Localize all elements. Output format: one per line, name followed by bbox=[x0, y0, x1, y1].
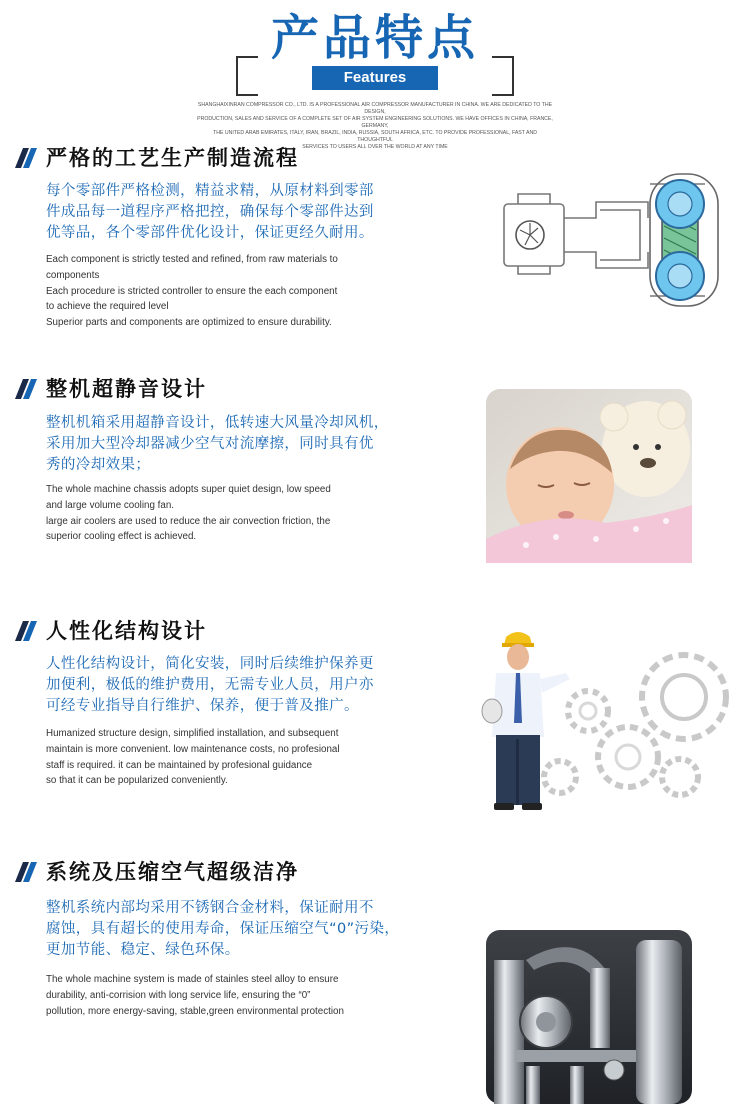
section-title: 系统及压缩空气超级洁净 bbox=[46, 860, 299, 884]
feature-section-clean-air bbox=[0, 858, 750, 1104]
slash-marker-icon bbox=[14, 377, 38, 401]
title-frame-left bbox=[236, 56, 258, 96]
zh-line: 更加节能、稳定、绿色环保。 bbox=[46, 942, 240, 958]
blurb-line: SHANGHAIXINRAN COMPRESSOR CO., LTD. IS A PROFESSIONAL AIR COMPRESSOR MANUFACTURER IN CHINA. WE ARE DEDICATED TO THE DESIGN, bbox=[197, 102, 553, 115]
page-title: 产品特点 bbox=[270, 10, 479, 66]
blurb-line: PRODUCTION, SALES AND SERVICE OF A COMPLETE SET OF AIR SYSTEM ENGINEERING SOLUTIONS. WE HAVE OFFICES IN CHINA, FRANCE, GERMANY, bbox=[197, 116, 553, 129]
zh-line: 加便利，极低的维护费用，无需专业人员，用户亦 bbox=[46, 677, 374, 693]
feature-section-humanized bbox=[0, 617, 750, 827]
section-en-text bbox=[46, 726, 416, 789]
en-line: Superior parts and components are optimized to ensure durability. bbox=[46, 317, 332, 329]
zh-line: 优等品，各个零部件优化设计，保证更经久耐用。 bbox=[46, 225, 374, 241]
feature-section-process bbox=[0, 144, 750, 344]
section-en-text bbox=[46, 972, 416, 1019]
en-line: to achieve the required level bbox=[46, 301, 169, 313]
section-en-text bbox=[46, 252, 416, 331]
zh-line: 整机机箱采用超静音设计，低转速大风量冷却风机， bbox=[46, 415, 389, 431]
zh-line: 整机系统内部均采用不锈钢合金材料，保证耐用不 bbox=[46, 900, 374, 916]
en-line: and large volume cooling fan. bbox=[46, 499, 174, 511]
zh-line: 秀的冷却效果； bbox=[46, 457, 151, 473]
section-zh-text bbox=[46, 654, 424, 717]
blurb-line: SERVICES TO USERS ALL OVER THE WORLD AT ANY TIME bbox=[302, 144, 448, 150]
zh-line: 人性化结构设计，简化安装，同时后续维护保养更 bbox=[46, 656, 374, 672]
engineer-gears-illustration bbox=[470, 627, 748, 827]
section-title: 人性化结构设计 bbox=[46, 619, 207, 643]
page-header bbox=[0, 0, 750, 150]
zh-line: 腐蚀，具有超长的使用寿命，保证压缩空气“0”污染， bbox=[46, 921, 400, 937]
en-line: large air coolers are used to reduce the air convection friction, the bbox=[46, 515, 331, 527]
features-badge: Features bbox=[312, 66, 438, 90]
section-zh-text bbox=[46, 181, 424, 244]
zh-line: 每个零部件严格检测，精益求精，从原材料到零部 bbox=[46, 183, 374, 199]
en-line: The whole machine chassis adopts super quiet design, low speed bbox=[46, 484, 331, 495]
feature-section-silent bbox=[0, 375, 750, 575]
en-line: maintain is more convenient. low maintenance costs, no profesional bbox=[46, 743, 340, 755]
en-line: so that it can be popularized conveniently. bbox=[46, 775, 228, 787]
blurb-line: THE UNITED ARAB EMIRATES, ITALY, IRAN, BRAZIL, INDIA, RUSSIA, SOUTH AFRICA, ETC. TO PROVIDE PROFESSIONAL, FAST AND THOUGHTFUL bbox=[213, 130, 537, 143]
en-line: Each component is strictly tested and refined, from raw materials to bbox=[46, 254, 338, 265]
zh-line: 采用加大型冷却器减少空气对流摩擦，同时具有优 bbox=[46, 436, 374, 452]
zh-line: 件成品每一道程序严格把控，确保每个零部件达到 bbox=[46, 204, 374, 220]
en-line: pollution, more energy-saving, stable,green environmental protection bbox=[46, 1005, 344, 1017]
slash-marker-icon bbox=[14, 860, 38, 884]
zh-line: 可经专业指导自行维护、保养，便于普及推广。 bbox=[46, 698, 359, 714]
section-zh-text bbox=[46, 413, 424, 476]
slash-marker-icon bbox=[14, 146, 38, 170]
title-frame-right bbox=[492, 56, 514, 96]
section-en-text bbox=[46, 482, 416, 545]
en-line: The whole machine system is made of stainles steel alloy to ensure bbox=[46, 974, 339, 985]
en-line: components bbox=[46, 269, 100, 281]
sleeping-baby-photo bbox=[486, 389, 692, 563]
en-line: Humanized structure design, simplified installation, and subsequent bbox=[46, 728, 339, 739]
en-line: durability, anti-corrision with long service life, ensuring the “0” bbox=[46, 989, 311, 1001]
en-line: staff is required. it can be maintained by profesional guidance bbox=[46, 759, 313, 771]
stainless-steel-machinery-photo bbox=[486, 930, 692, 1104]
en-line: superior cooling effect is achieved. bbox=[46, 531, 197, 543]
slash-marker-icon bbox=[14, 619, 38, 643]
compressor-diagram bbox=[500, 170, 726, 310]
section-zh-text bbox=[46, 898, 424, 961]
section-title: 严格的工艺生产制造流程 bbox=[46, 146, 299, 170]
section-title: 整机超静音设计 bbox=[46, 377, 207, 401]
en-line: Each procedure is stricted controller to ensure the each component bbox=[46, 285, 338, 297]
